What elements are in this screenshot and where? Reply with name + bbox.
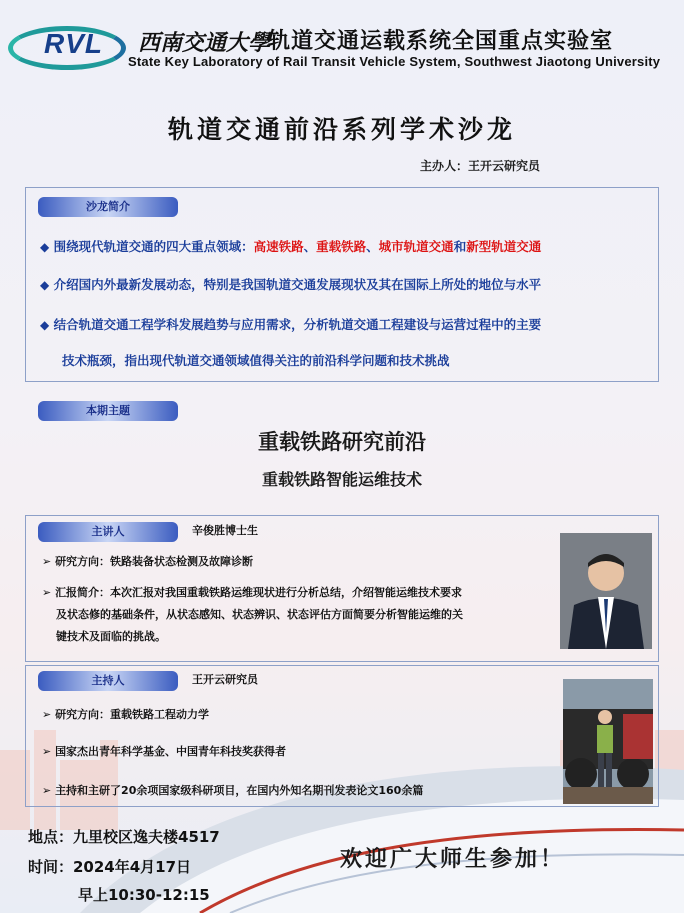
host-name: 王开云研究员 [192, 673, 258, 686]
host-honor: ➢ 国家杰出青年科学基金、中国青年科技奖获得者 [42, 745, 287, 758]
diamond-icon: ◆ [40, 240, 50, 254]
host-direction: ➢ 研究方向：重载铁路工程动力学 [42, 708, 210, 721]
date: 时间：2024年4月17日 [28, 858, 192, 876]
intro-bullet-3-cont: 技术瓶颈，指出现代轨道交通领域值得关注的前沿科学问题和技术挑战 [62, 353, 450, 368]
location: 地点：九里校区逸夫楼4517 [28, 828, 220, 846]
arrow-icon: ➢ [42, 555, 52, 568]
theme-label: 本期主题 [38, 401, 178, 421]
university-name: 西南交通大學 [138, 30, 271, 56]
diamond-icon: ◆ [40, 318, 50, 332]
speaker-direction: ➢ 研究方向：铁路装备状态检测及故障诊断 [42, 555, 254, 568]
salon-intro-label: 沙龙简介 [38, 197, 178, 217]
arrow-icon: ➢ [42, 586, 52, 599]
intro-bullet-1: ◆ 围绕现代轨道交通的四大重点领域：高速铁路、重载铁路、城市轨道交通和新型轨道交通 [40, 239, 542, 254]
lab-name-en: State Key Laboratory of Rail Transit Vehicle System, Southwest Jiaotong University [128, 54, 661, 69]
speaker-label: 主讲人 [38, 522, 178, 542]
arrow-icon: ➢ [42, 708, 52, 721]
host-photo [563, 679, 653, 804]
page-title: 轨道交通前沿系列学术沙龙 [167, 115, 516, 144]
speaker-summary: ➢ 汇报简介：本次汇报对我国重载铁路运维现状进行分析总结，介绍智能运维技术要求 及状态修的基础条件，从状态感知、状态辨识、状态评估方面简要分析智能运维的关 键技术及面临的挑战。 [42, 586, 463, 643]
intro-bullet-3: ◆ 结合轨道交通工程学科发展趋势与应用需求，分析轨道交通工程建设与运营过程中的主要 [40, 317, 542, 332]
intro-bullet-2: ◆ 介绍国内外最新发展动态，特别是我国轨道交通发展现状及其在国际上所处的地位与水平 [40, 277, 542, 292]
diamond-icon: ◆ [40, 278, 50, 292]
speaker-name: 辛俊胜博士生 [192, 524, 258, 537]
topic-title: 重载铁路研究前沿 [258, 430, 426, 454]
host-achievement: ➢ 主持和主研了20余项国家级科研项目，在国内外知名期刊发表论文160余篇 [42, 784, 424, 797]
topic-subtitle: 重载铁路智能运维技术 [261, 470, 422, 489]
host-label: 主持人 [38, 671, 178, 691]
speaker-photo [560, 533, 652, 649]
organizer: 主办人：王开云研究员 [420, 159, 541, 173]
arrow-icon: ➢ [42, 745, 52, 758]
arrow-icon: ➢ [42, 784, 52, 797]
lab-name-cn: 轨道交通运载系统全国重点实验室 [268, 29, 614, 54]
logo: RVL [44, 28, 103, 59]
time-range: 早上10:30-12:15 [78, 886, 210, 904]
welcome-message: 欢迎广大师生参加！ [340, 846, 566, 872]
